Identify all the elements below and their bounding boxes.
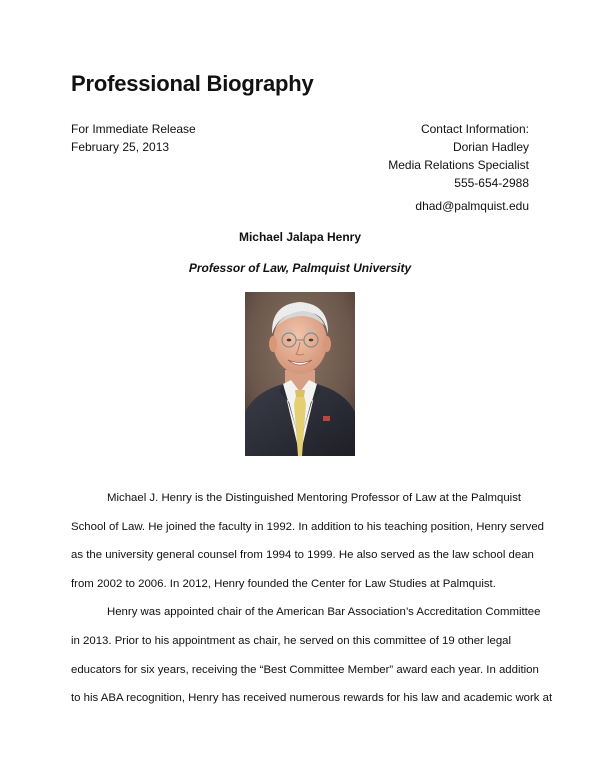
body-line: to his ABA recognition, Henry has received numerous rewards for his law and academic work at bbox=[71, 692, 553, 705]
release-date: February 25, 2013 bbox=[71, 140, 170, 154]
contact-email: dhad@palmquist.edu bbox=[415, 199, 529, 213]
body-line: School of Law. He joined the faculty in 1992. In addition to his teaching position, Henry served bbox=[71, 520, 545, 533]
body-line: Henry was appointed chair of the American Bar Association’s Accreditation Committee bbox=[107, 606, 541, 619]
contact-block bbox=[388, 120, 529, 215]
subject-position: Professor of Law, Palmquist University bbox=[188, 261, 412, 275]
subject-name: Michael Jalapa Henry bbox=[238, 230, 362, 244]
contact-phone: 555-654-2988 bbox=[454, 176, 529, 190]
biography-body bbox=[71, 484, 553, 713]
body-line: in 2013. Prior to his appointment as chair, he served on this committee of 19 other legal bbox=[71, 634, 512, 647]
release-label: For Immediate Release bbox=[71, 122, 196, 136]
body-line: from 2002 to 2006. In 2012, Henry founded the Center for Law Studies at Palmquist. bbox=[71, 577, 496, 590]
contact-label: Contact Information: bbox=[420, 122, 529, 136]
portrait-photo bbox=[245, 292, 355, 456]
contact-role: Media Relations Specialist bbox=[388, 158, 529, 172]
body-line: Michael J. Henry is the Distinguished Mentoring Professor of Law at the Palmquist bbox=[107, 492, 522, 504]
contact-name: Dorian Hadley bbox=[452, 140, 529, 154]
body-line: as the university general counsel from 1994 to 1999. He also served as the law school dean bbox=[71, 549, 534, 562]
body-line: educators for six years, receiving the “Best Committee Member” award each year. In addition bbox=[71, 663, 539, 676]
page-title: Professional Biography bbox=[71, 71, 314, 96]
release-block bbox=[71, 120, 196, 156]
